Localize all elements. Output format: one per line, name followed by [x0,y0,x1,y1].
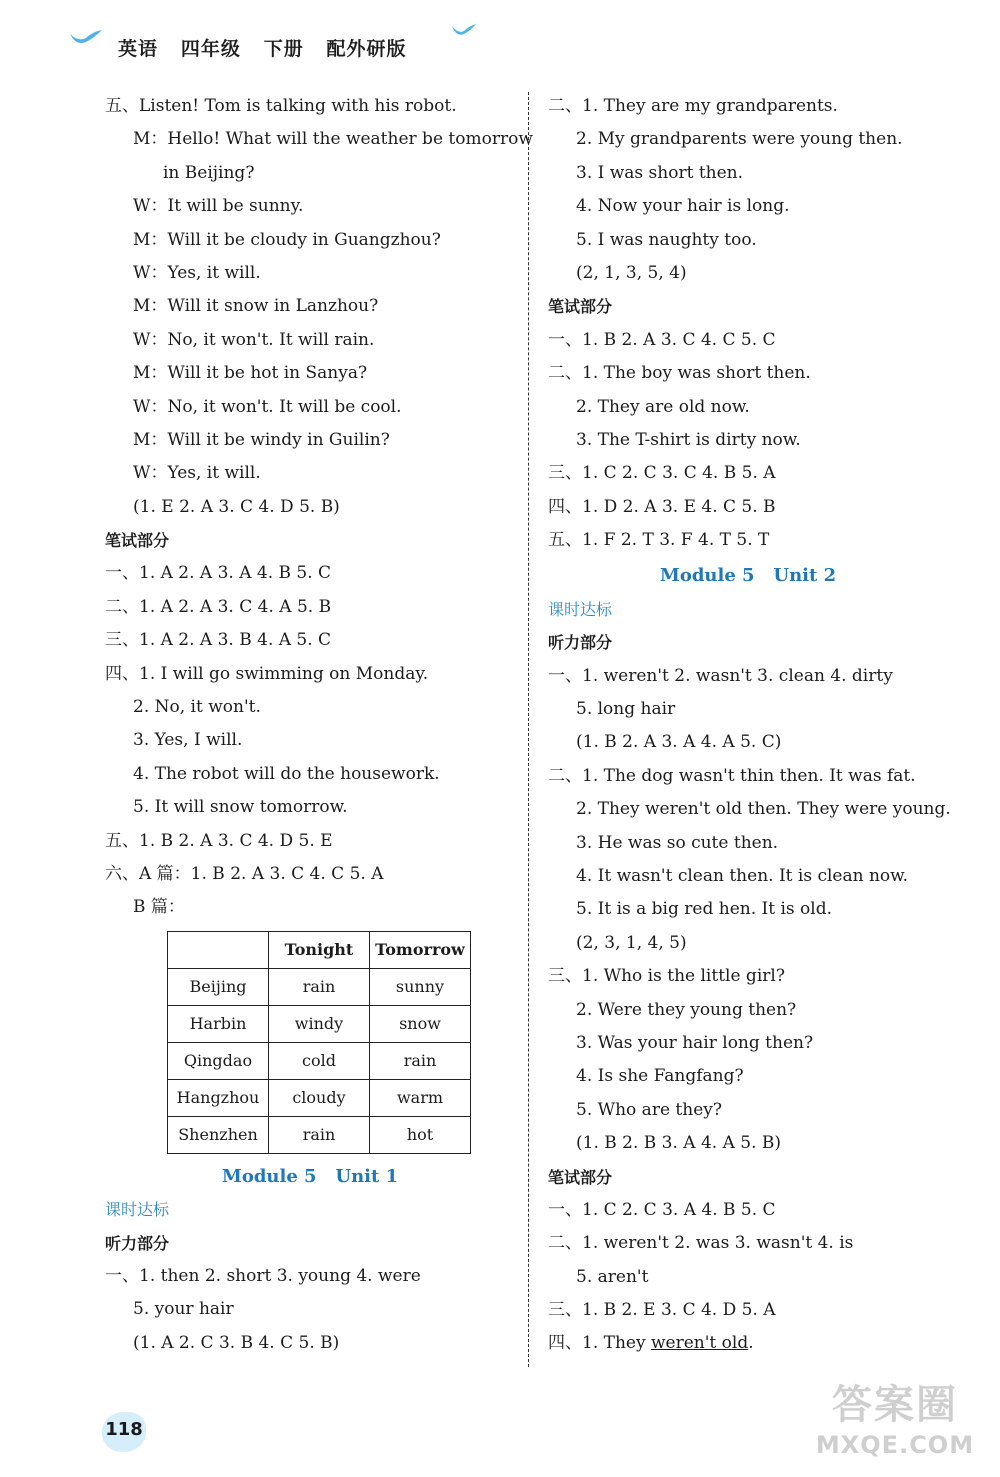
answer-line: 4. It wasn't clean then. It is clean now. [576,865,909,886]
answer-line: 5. aren't [576,1266,649,1287]
answer-line: 二、1. The dog wasn't thin then. It was fat. [548,765,916,786]
answer-line: 一、1. B 2. A 3. C 4. C 5. C [548,329,776,350]
table-row [168,1116,471,1153]
table-cell: snow [370,1005,471,1042]
answer-line: 5. long hair [576,699,676,720]
answer-prefix: 四、1. They [548,1333,651,1354]
answer-line: 2. Were they young then? [576,999,797,1020]
answer-line: 4. Is she Fangfang? [576,1066,744,1087]
answer-line: 一、1. then 2. short 3. young 4. were [105,1265,421,1286]
lesson-label: 课时达标 [105,1200,170,1220]
answer-line: 5. It will snow tomorrow. [133,797,348,818]
answer-line: 一、1. A 2. A 3. A 4. B 5. C [105,563,332,584]
answer-line: 三、1. C 2. C 3. C 4. B 5. A [548,463,776,484]
answer-line: 四、1. I will go swimming on Monday. [105,663,429,684]
table-row [168,1005,471,1042]
dialogue-line: M：Hello! What will the weather be tomorrow [133,129,533,150]
answer-line: (2, 1, 3, 5, 4) [576,262,687,283]
table-header-cell: Tonight [269,931,370,968]
module-heading: Module 5 Unit 1 [221,1165,399,1187]
dialogue-line: M：Will it be windy in Guilin? [133,429,390,450]
answer-line: 三、1. B 2. E 3. C 4. D 5. A [548,1300,776,1321]
answer-line: 三、1. A 2. A 3. B 4. A 5. C [105,630,332,651]
underlined-answer: weren't old [650,1333,749,1354]
answer-line [548,1327,948,1360]
answer-line: 六、A 篇：1. B 2. A 3. C 4. C 5. A [105,863,384,884]
answer-line: 五、1. B 2. A 3. C 4. D 5. E [105,830,333,851]
answer-line: 3. I was short then. [576,162,744,183]
table-cell: windy [269,1005,370,1042]
answer-line: 二、1. A 2. A 3. C 4. A 5. B [105,596,332,617]
table-cell: hot [370,1116,471,1153]
answer-line: 2. They weren't old then. They were young. [576,799,951,820]
answer-line: 2. My grandparents were young then. [576,129,903,150]
module-heading: Module 5 Unit 2 [659,565,837,587]
answer-line: 3. Was your hair long then? [576,1032,814,1053]
dialogue-line: M：Will it be cloudy in Guangzhou? [133,229,441,250]
dialogue-line: W：It will be sunny. [133,196,304,217]
bird-icon [450,22,478,40]
answer-line: 2. They are old now. [576,396,750,417]
table-cell: Beijing [168,968,269,1005]
bird-icon [68,28,104,48]
column-divider [528,92,529,1367]
page-header [68,22,488,72]
answer-line: (2, 3, 1, 4, 5) [576,932,687,953]
listening-heading: 听力部分 [548,633,613,653]
answer-line: 一、1. weren't 2. wasn't 3. clean 4. dirty [548,665,893,686]
answer-line: 4. The robot will do the housework. [133,763,440,784]
section-title: 五、Listen! Tom is talking with his robot. [105,96,457,116]
table-cell: Shenzhen [168,1116,269,1153]
answer-line: 2. No, it won't. [133,697,261,718]
table-header-row [168,931,471,968]
answer-line: 3. Yes, I will. [133,730,243,751]
answer-line: 五、1. F 2. T 3. F 4. T 5. T [548,530,770,551]
dialogue-line: W：Yes, it will. [133,463,261,484]
table-header-cell [168,931,269,968]
dialogue-line: W：Yes, it will. [133,262,261,283]
listening-heading: 听力部分 [105,1233,170,1253]
table-cell: warm [370,1079,471,1116]
answer-line: 5. your hair [133,1299,234,1320]
answer-line: 一、1. C 2. C 3. A 4. B 5. C [548,1199,776,1220]
answer-line: 3. The T-shirt is dirty now. [576,429,801,450]
answer-line: 5. It is a big red hen. It is old. [576,899,832,920]
answer-line: 二、1. They are my grandparents. [548,96,838,116]
written-heading: 笔试部分 [548,1167,613,1187]
table-row [168,968,471,1005]
table-header-cell: Tomorrow [370,931,471,968]
answer-line: 5. Who are they? [576,1099,722,1120]
left-column [105,90,533,1360]
watermark-line: MXQE.COM [815,1431,975,1459]
answer-line: 3. He was so cute then. [576,832,779,853]
table-cell: Harbin [168,1005,269,1042]
dialogue-line: W：No, it won't. It will be cool. [133,396,402,417]
answer-line: 5. I was naughty too. [576,229,757,250]
table-cell: cold [269,1042,370,1079]
answer-line: 四、1. D 2. A 3. E 4. C 5. B [548,496,776,517]
table-cell: sunny [370,968,471,1005]
right-column [548,90,951,1361]
table-row [168,1042,471,1079]
lesson-label: 课时达标 [548,599,613,619]
written-heading: 笔试部分 [105,531,170,551]
watermark [810,1380,980,1470]
dialogue-line: M：Will it snow in Lanzhou? [133,296,379,317]
answer-line: (1. B 2. A 3. A 4. A 5. C) [576,732,782,753]
written-heading: 笔试部分 [548,297,613,317]
header-title: 英语 四年级 下册 配外研版 [118,38,407,60]
dialogue-line: in Beijing? [163,162,255,183]
dialogue-line: M：Will it be hot in Sanya? [133,363,368,384]
table-row [168,1079,471,1116]
answer-suffix: . [748,1333,754,1354]
answer-line: 4. Now your hair is long. [576,196,790,217]
table-cell: rain [269,968,370,1005]
watermark-line: 答案圈 [832,1382,958,1428]
table-cell: Qingdao [168,1042,269,1079]
weather-table [167,931,471,1154]
answer-line: 三、1. Who is the little girl? [548,966,785,987]
dialogue-line: W：No, it won't. It will rain. [133,329,375,350]
table-cell: Hangzhou [168,1079,269,1116]
answer-line: (1. E 2. A 3. C 4. D 5. B) [133,496,340,517]
answer-line: (1. A 2. C 3. B 4. C 5. B) [133,1332,340,1353]
table-cell: cloudy [269,1079,370,1116]
table-cell: rain [269,1116,370,1153]
answer-line: 二、1. weren't 2. was 3. wasn't 4. is [548,1233,854,1254]
answer-line: 二、1. The boy was short then. [548,363,811,384]
table-cell: rain [370,1042,471,1079]
page-number: 118 [105,1419,143,1440]
answer-line: B 篇： [133,897,185,918]
answer-line: (1. B 2. B 3. A 4. A 5. B) [576,1133,782,1154]
